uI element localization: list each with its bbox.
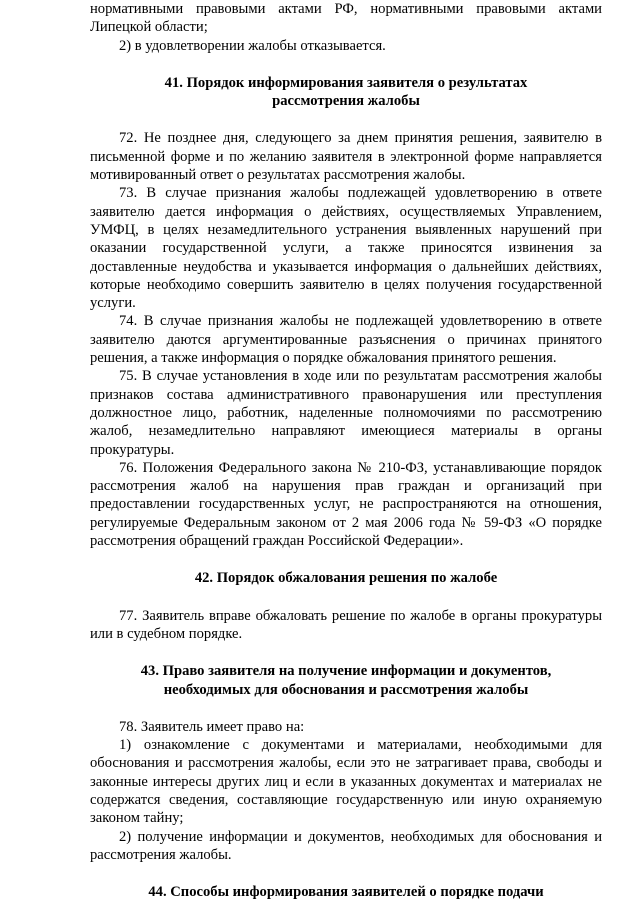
heading-line: необходимых для обоснования и рассмотрения жалобы <box>163 681 529 698</box>
section-41-heading <box>90 74 602 111</box>
spacer <box>90 864 602 883</box>
spacer <box>90 699 602 718</box>
heading-line: 43. Право заявителя на получение информации и документов, <box>140 663 552 680</box>
paragraph-75: 75. В случае установления в ходе или по результатам рассмотрения жалобы признаков состава административного правонарушения или преступления должностное лицо, работник, наделенные полномочиями по рассмотрению жалоб, незамедлительно направляют имеющиеся материалы в органы прокуратуры. <box>90 368 602 458</box>
paragraph-continuation: нормативными правовыми актами РФ, нормативными правовыми актами Липецкой области; <box>90 1 602 36</box>
section-44-heading: 44. Способы информирования заявителей о порядке подачи <box>148 884 544 901</box>
spacer <box>90 55 602 74</box>
paragraph-76: 76. Положения Федерального закона № 210-ФЗ, устанавливающие порядок рассмотрения жалоб на нарушения прав граждан и организаций при предоставлении государственных услуг, не распространяются на отношения, регулируемые Федеральным законом от 2 мая 2006 года № 59-ФЗ «О порядке рассмотрения обращений граждан Российской Федерации». <box>90 459 602 550</box>
spacer <box>90 110 602 129</box>
spacer <box>90 643 602 662</box>
spacer <box>90 550 602 569</box>
section-42-heading: 42. Порядок обжалования решения по жалобе <box>194 570 498 587</box>
heading-line: 41. Порядок информирования заявителя о результатах <box>164 74 528 91</box>
paragraph-72: 72. Не позднее дня, следующего за днем принятия решения, заявителю в письменной форме и по желанию заявителя в электронной форме направляется мотивированный ответ о результатах рассмотрения жалобы. <box>90 130 602 184</box>
list-item-2: 2) получение информации и документов, необходимых для обоснования и рассмотрения жалобы. <box>90 828 602 863</box>
paragraph-73: 73. В случае признания жалобы подлежащей удовлетворению в ответе заявителю дается информация о действиях, осуществляемых Управлением, УМФЦ, в целях незамедлительного устранения выявленных нарушений при оказании государственной услуги, а также приносятся извинения за доставленные неудобства и указывается информация о дальнейших действиях, которые необходимо совершить заявителю в целях получения государственной услуги. <box>90 185 602 312</box>
heading-line: рассмотрения жалобы <box>272 93 420 110</box>
section-43-heading <box>90 662 602 699</box>
paragraph-74: 74. В случае признания жалобы не подлежащей удовлетворению в ответе заявителю даются аргументированные разъяснения о причинах принятого решения, а также информация о порядке обжалования принятого решения. <box>90 313 602 367</box>
spacer <box>90 588 602 607</box>
paragraph-78: 78. Заявитель имеет право на: <box>119 718 305 735</box>
list-item-2: 2) в удовлетворении жалобы отказывается. <box>119 37 386 54</box>
list-item-1: 1) ознакомление с документами и материалами, необходимыми для обоснования и рассмотрения жалобы, если это не затрагивает права, свободы и законные интересы других лиц и если в указанных документах и материалах не содержатся сведения, составляющие государственную или иную охраняемую законом тайну; <box>90 737 602 827</box>
paragraph-77: 77. Заявитель вправе обжаловать решение по жалобе в органы прокуратуры или в судебном порядке. <box>90 607 602 642</box>
